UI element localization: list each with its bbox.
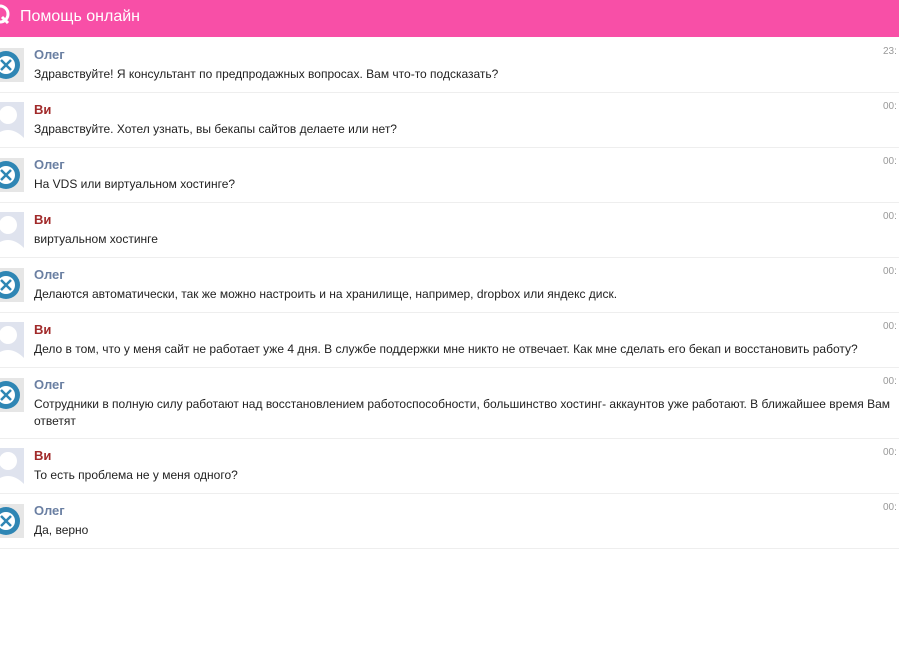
operator-avatar [0, 378, 24, 412]
client-avatar [0, 102, 24, 138]
message-row [0, 368, 899, 439]
message-list [0, 38, 899, 549]
message-author: Олег [34, 47, 65, 62]
message-text-line: Сотрудники в полную силу работают над восстановлением работоспособности, большинство хостинг- аккаунтов уже работают. В ближайшее время Вам [34, 397, 891, 411]
message-text [34, 121, 899, 138]
message-row [0, 258, 899, 313]
message-text-line: Да, верно [34, 523, 89, 537]
chat-logo-icon [0, 4, 10, 24]
message-text-line: Здравствуйте. Хотел узнать, вы бекапы сайтов делаете или нет? [34, 122, 397, 136]
message-timestamp: 00: [883, 447, 897, 458]
message-row [0, 148, 899, 203]
message-author: Олег [34, 267, 65, 282]
message-timestamp: 23: [883, 46, 897, 57]
client-avatar [0, 322, 24, 358]
chat-header [0, 0, 899, 37]
message-timestamp: 00: [883, 156, 897, 167]
message-text-line: Делаются автоматически, так же можно настроить и на хранилище, например, dropbox или яндекс диск. [34, 287, 618, 301]
operator-avatar [0, 504, 24, 538]
operator-avatar [0, 268, 24, 302]
client-avatar [0, 212, 24, 248]
message-timestamp: 00: [883, 211, 897, 222]
message-text [34, 522, 899, 539]
message-timestamp: 00: [883, 266, 897, 277]
message-author: Ви [34, 102, 52, 117]
message-text-line: виртуальном хостинге [34, 232, 158, 246]
message-text [34, 467, 899, 484]
message-text [34, 341, 899, 358]
message-author: Олег [34, 503, 65, 518]
header-title: Помощь онлайн [20, 8, 140, 25]
message-author: Ви [34, 212, 52, 227]
message-text [34, 396, 899, 430]
client-avatar [0, 448, 24, 484]
message-text-line: Здравствуйте! Я консультант по предпродажных вопросах. Вам что-то подсказать? [34, 67, 499, 81]
message-text-line: Дело в том, что у меня сайт не работает уже 4 дня. В службе поддержки мне никто не отвечает. Как мне сделать его бекап и восстановить работу? [34, 342, 858, 356]
message-row [0, 38, 899, 93]
message-row [0, 494, 899, 549]
message-text [34, 176, 899, 193]
message-text-line: ответят [34, 414, 76, 428]
message-text [34, 286, 899, 303]
message-row [0, 203, 899, 258]
message-timestamp: 00: [883, 376, 897, 387]
operator-avatar [0, 48, 24, 82]
message-author: Олег [34, 157, 65, 172]
message-row [0, 93, 899, 148]
message-timestamp: 00: [883, 321, 897, 332]
message-text-line: На VDS или виртуальном хостинге? [34, 177, 236, 191]
operator-avatar [0, 158, 24, 192]
message-author: Олег [34, 377, 65, 392]
message-author: Ви [34, 322, 52, 337]
message-text [34, 66, 899, 83]
message-text [34, 231, 899, 248]
message-author: Ви [34, 448, 52, 463]
message-row [0, 313, 899, 368]
message-row [0, 439, 899, 494]
message-text-line: То есть проблема не у меня одного? [34, 468, 238, 482]
message-timestamp: 00: [883, 101, 897, 112]
message-timestamp: 00: [883, 502, 897, 513]
